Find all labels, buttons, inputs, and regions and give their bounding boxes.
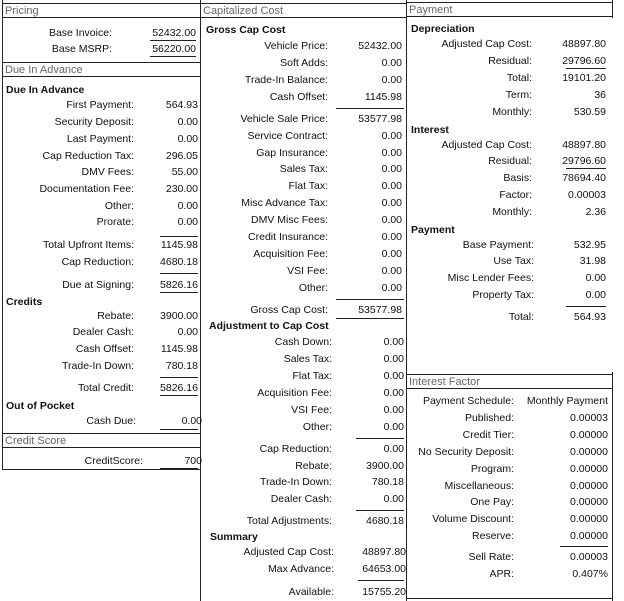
credit-row-label: Dealer Cash:	[72, 326, 134, 338]
depr-total-rule	[566, 68, 606, 69]
due-row-value: 0.00	[177, 216, 198, 228]
pricing-row-label: Base Invoice:	[48, 27, 112, 39]
pay-row-value: 0.00	[585, 272, 606, 284]
pay-row-label: Misc Lender Fees:	[447, 272, 534, 284]
int-row-value: 78694.40	[562, 172, 606, 184]
adj-row-value: 0.00	[383, 353, 404, 365]
if-row-label: No Security Deposit:	[418, 446, 514, 458]
gross-row-label: Sales Tax:	[279, 163, 328, 175]
summary-bottom	[406, 598, 612, 599]
int-row-value: 48897.80	[562, 139, 606, 151]
summary-row-label: Max Advance:	[268, 563, 334, 575]
depreciation-title: Depreciation	[411, 23, 475, 35]
cash-due-underline	[160, 429, 198, 430]
gross-row-value: 0.00	[381, 130, 402, 142]
credit-score-bottom	[2, 469, 200, 470]
depr-row-value: 29796.60	[562, 55, 606, 67]
gross-row-label: Misc Advance Tax:	[241, 197, 328, 209]
int-basis-rule	[566, 168, 606, 169]
gross-row-label: Trade-In Balance:	[244, 74, 328, 86]
if-row-label: APR:	[489, 568, 514, 580]
adj-row-label: Total Adjustments:	[246, 515, 332, 527]
credit-row-label: Rebate:	[97, 310, 134, 322]
adj-row-label: Rebate:	[295, 460, 332, 472]
total-adj-rule	[356, 510, 404, 511]
depr-row-value: 530.59	[573, 106, 606, 118]
gross-row-value: 0.00	[381, 231, 402, 243]
due-row-value: 0.00	[177, 133, 198, 145]
int-row-label: Residual:	[488, 155, 532, 167]
vehicle-sale-rule	[336, 108, 404, 109]
available-rule	[358, 580, 404, 581]
if-row-value: 0.00000	[570, 446, 608, 458]
if-row-value: 0.00000	[570, 496, 608, 508]
due-row-value: 0.00	[177, 200, 198, 212]
pricing-row-value: 56220.00	[152, 43, 196, 55]
if-row-value: 0.00000	[570, 480, 608, 492]
adj-row-label: Sales Tax:	[283, 353, 332, 365]
gross-row-value: 0.00	[381, 74, 402, 86]
adj-row-label: Cash Down:	[274, 336, 332, 348]
pay-row-label: Base Payment:	[462, 239, 534, 251]
pricing-row-label: Base MSRP:	[51, 43, 112, 55]
credit-score-header: Credit Score	[2, 433, 200, 448]
pricing-header: Pricing	[2, 3, 200, 18]
frame-right-edge-lower	[612, 372, 613, 601]
if-row-value: 0.00000	[570, 429, 608, 441]
pay-row-value: 532.95	[573, 239, 606, 251]
gross-row-value: 53577.98	[358, 304, 402, 316]
adj-row-label: Cap Reduction:	[259, 443, 332, 455]
due-in-advance-title: Due In Advance	[6, 84, 85, 96]
credit-row-label: Cash Offset:	[75, 343, 134, 355]
pricing-row-value: 52432.00	[152, 27, 196, 39]
due-row-label: Last Payment:	[66, 133, 134, 145]
pricing-value-underline	[150, 56, 196, 57]
depr-row-label: Term:	[505, 89, 532, 101]
gross-row-label: Vehicle Price:	[264, 40, 328, 52]
depr-row-label: Adjusted Cap Cost:	[441, 38, 532, 50]
gross-row-label: Other:	[298, 282, 328, 294]
summary-row-value: 64653.00	[362, 563, 406, 575]
gross-row-label: Credit Insurance:	[248, 231, 328, 243]
credit-score-label: CreditScore:	[84, 455, 143, 467]
summary-row-value: 15755.20	[362, 586, 406, 598]
depr-row-label: Residual:	[488, 55, 532, 67]
due-row-label: Security Deposit:	[54, 116, 134, 128]
column-divider-right	[406, 0, 407, 601]
depr-row-label: Total:	[506, 72, 532, 84]
gross-row-label: Gross Cap Cost:	[250, 304, 328, 316]
depr-row-label: Monthly:	[492, 106, 532, 118]
adj-row-value: 0.00	[383, 387, 404, 399]
adj-row-value: 4680.18	[366, 515, 404, 527]
due-row-value: 564.93	[165, 99, 198, 111]
gross-row-value: 52432.00	[358, 40, 402, 52]
if-row-value: 0.407%	[572, 568, 608, 580]
int-row-label: Monthly:	[492, 206, 532, 218]
gross-row-label: DMV Misc Fees:	[250, 214, 328, 226]
gross-row-label: Gap Insurance:	[256, 147, 328, 159]
due-row-value: 230.00	[165, 183, 198, 195]
due-total-row-label: Total Upfront Items:	[42, 239, 134, 251]
if-row-value: 0.00000	[570, 463, 608, 475]
credit-row-value: 5826.16	[160, 382, 198, 394]
if-row-label: Published:	[464, 412, 514, 424]
credits-title: Credits	[6, 296, 43, 308]
due-row-label: Other:	[104, 200, 134, 212]
pay-row-label: Property Tax:	[472, 289, 534, 301]
int-row-label: Basis:	[503, 172, 532, 184]
gross-row-value: 0.00	[381, 282, 402, 294]
gross-cap-cost-title: Gross Cap Cost	[206, 24, 286, 36]
gross-row-label: Acquisition Fee:	[253, 248, 328, 260]
adj-row-value: 780.18	[371, 476, 404, 488]
gross-row-value: 0.00	[381, 214, 402, 226]
cap-reduction-rule	[356, 438, 404, 439]
due-signing-rule	[160, 273, 198, 274]
column-divider-left	[200, 0, 201, 601]
adj-row-label: Trade-In Down:	[260, 476, 332, 488]
int-row-label: Factor:	[499, 189, 532, 201]
adj-row-label: Flat Tax:	[292, 370, 332, 382]
summary-title: Summary	[210, 531, 258, 543]
int-row-value: 0.00003	[568, 189, 606, 201]
due-row-value: 296.05	[165, 150, 198, 162]
due-signing-underline	[160, 292, 198, 293]
depr-row-value: 48897.80	[562, 38, 606, 50]
credit-row-value: 3900.00	[160, 310, 198, 322]
gross-row-value: 0.00	[381, 180, 402, 192]
adj-row-label: Acquisition Fee:	[257, 387, 332, 399]
interest-title: Interest	[411, 124, 449, 136]
pricing-value-underline	[150, 40, 196, 41]
gross-row-label: Service Contract:	[247, 130, 328, 142]
adjustment-title: Adjustment to Cap Cost	[209, 320, 329, 332]
if-row-label: Sell Rate:	[468, 551, 514, 563]
credit-row-value: 1145.98	[160, 343, 198, 355]
frame-right-edge	[612, 0, 613, 18]
if-row-label: Program:	[470, 463, 514, 475]
depr-row-value: 19101.20	[562, 72, 606, 84]
summary-row-value: 48897.80	[362, 546, 406, 558]
due-row-label: DMV Fees:	[81, 166, 134, 178]
int-row-value: 29796.60	[562, 155, 606, 167]
adj-row-value: 0.00	[383, 336, 404, 348]
due-total-row-label: Due at Signing:	[62, 279, 134, 291]
gross-row-value: 1145.98	[364, 91, 402, 103]
due-total-rule	[160, 236, 198, 237]
adj-row-value: 0.00	[383, 443, 404, 455]
credit-row-label: Total Credit:	[77, 382, 134, 394]
due-row-value: 55.00	[171, 166, 198, 178]
pay-row-label: Total:	[508, 311, 534, 323]
gross-row-label: Flat Tax:	[288, 180, 328, 192]
if-row-label: Volume Discount:	[432, 513, 514, 525]
credit-row-label: Trade-In Down:	[62, 360, 134, 372]
gross-row-value: 0.00	[381, 265, 402, 277]
due-row-label: Cap Reduction Tax:	[42, 150, 134, 162]
cap-cost-under-header	[200, 17, 406, 18]
summary-row-label: Adjusted Cap Cost:	[243, 546, 334, 558]
adj-row-label: Other:	[302, 421, 332, 433]
due-total-row-label: Cap Reduction:	[61, 256, 134, 268]
pay-row-value: 564.93	[573, 311, 606, 323]
payment-title: Payment	[411, 224, 455, 236]
pay-row-label: Use Tax:	[493, 255, 534, 267]
adj-row-value: 0.00	[383, 370, 404, 382]
if-row-label: Credit Tier:	[462, 429, 514, 441]
int-row-value: 2.36	[585, 206, 606, 218]
gross-cap-underline	[336, 318, 404, 319]
if-sell-rate-rule	[560, 546, 608, 547]
if-row-label: Miscellaneous:	[444, 480, 514, 492]
gross-row-value: 0.00	[381, 163, 402, 175]
int-row-label: Adjusted Cap Cost:	[441, 139, 532, 151]
pay-row-value: 0.00	[585, 289, 606, 301]
credit-total-rule	[160, 377, 198, 378]
summary-row-label: Available:	[288, 586, 334, 598]
if-row-value: 0.00000	[570, 530, 608, 542]
gross-cap-rule	[336, 299, 404, 300]
if-row-label: Payment Schedule:	[422, 395, 514, 407]
credit-score-value: 700	[184, 455, 202, 467]
if-row-value: 0.00000	[570, 513, 608, 525]
adj-row-value: 0.00	[383, 421, 404, 433]
credit-row-value: 780.18	[165, 360, 198, 372]
gross-row-value: 0.00	[381, 248, 402, 260]
adj-row-value: 0.00	[383, 493, 404, 505]
due-total-row-value: 5826.16	[160, 279, 198, 291]
if-row-label: Reserve:	[471, 530, 514, 542]
if-row-value: 0.00003	[570, 412, 608, 424]
credit-total-underline	[160, 395, 198, 396]
capitalized-cost-header: Capitalized Cost	[200, 3, 406, 18]
due-row-value: 0.00	[177, 116, 198, 128]
credit-row-value: 0.00	[177, 326, 198, 338]
gross-row-value: 0.00	[381, 147, 402, 159]
due-in-advance-header: Due In Advance	[2, 62, 200, 77]
gross-row-label: Soft Adds:	[280, 57, 328, 69]
gross-row-label: Vehicle Sale Price:	[240, 113, 328, 125]
pay-total-rule	[566, 306, 606, 307]
credit-score-underline	[160, 468, 198, 469]
gross-row-value: 53577.98	[358, 113, 402, 125]
gross-row-value: 0.00	[381, 197, 402, 209]
if-row-label: One Pay:	[470, 496, 514, 508]
depr-row-value: 36	[594, 89, 606, 101]
adj-row-value: 0.00	[383, 404, 404, 416]
gross-row-label: Cash Offset:	[269, 91, 328, 103]
out-of-pocket-title: Out of Pocket	[6, 400, 75, 412]
due-row-label: Documentation Fee:	[39, 183, 134, 195]
pay-row-value: 31.98	[579, 255, 606, 267]
adj-row-label: VSI Fee:	[291, 404, 332, 416]
due-row-label: Prorate:	[96, 216, 134, 228]
interest-factor-header: Interest Factor	[406, 374, 612, 389]
gross-row-label: VSI Fee:	[287, 265, 328, 277]
cash-due-label: Cash Due:	[86, 415, 136, 427]
adj-row-label: Dealer Cash:	[270, 493, 332, 505]
adj-row-value: 3900.00	[366, 460, 404, 472]
payment-header: Payment	[406, 2, 612, 17]
if-row-value: 0.00003	[570, 551, 608, 563]
if-row-value: Monthly Payment	[526, 395, 608, 407]
cash-due-value: 0.00	[181, 415, 202, 427]
due-row-label: First Payment:	[66, 99, 134, 111]
due-total-row-value: 1145.98	[160, 239, 198, 251]
due-total-row-value: 4680.18	[160, 256, 198, 268]
gross-row-value: 0.00	[381, 57, 402, 69]
